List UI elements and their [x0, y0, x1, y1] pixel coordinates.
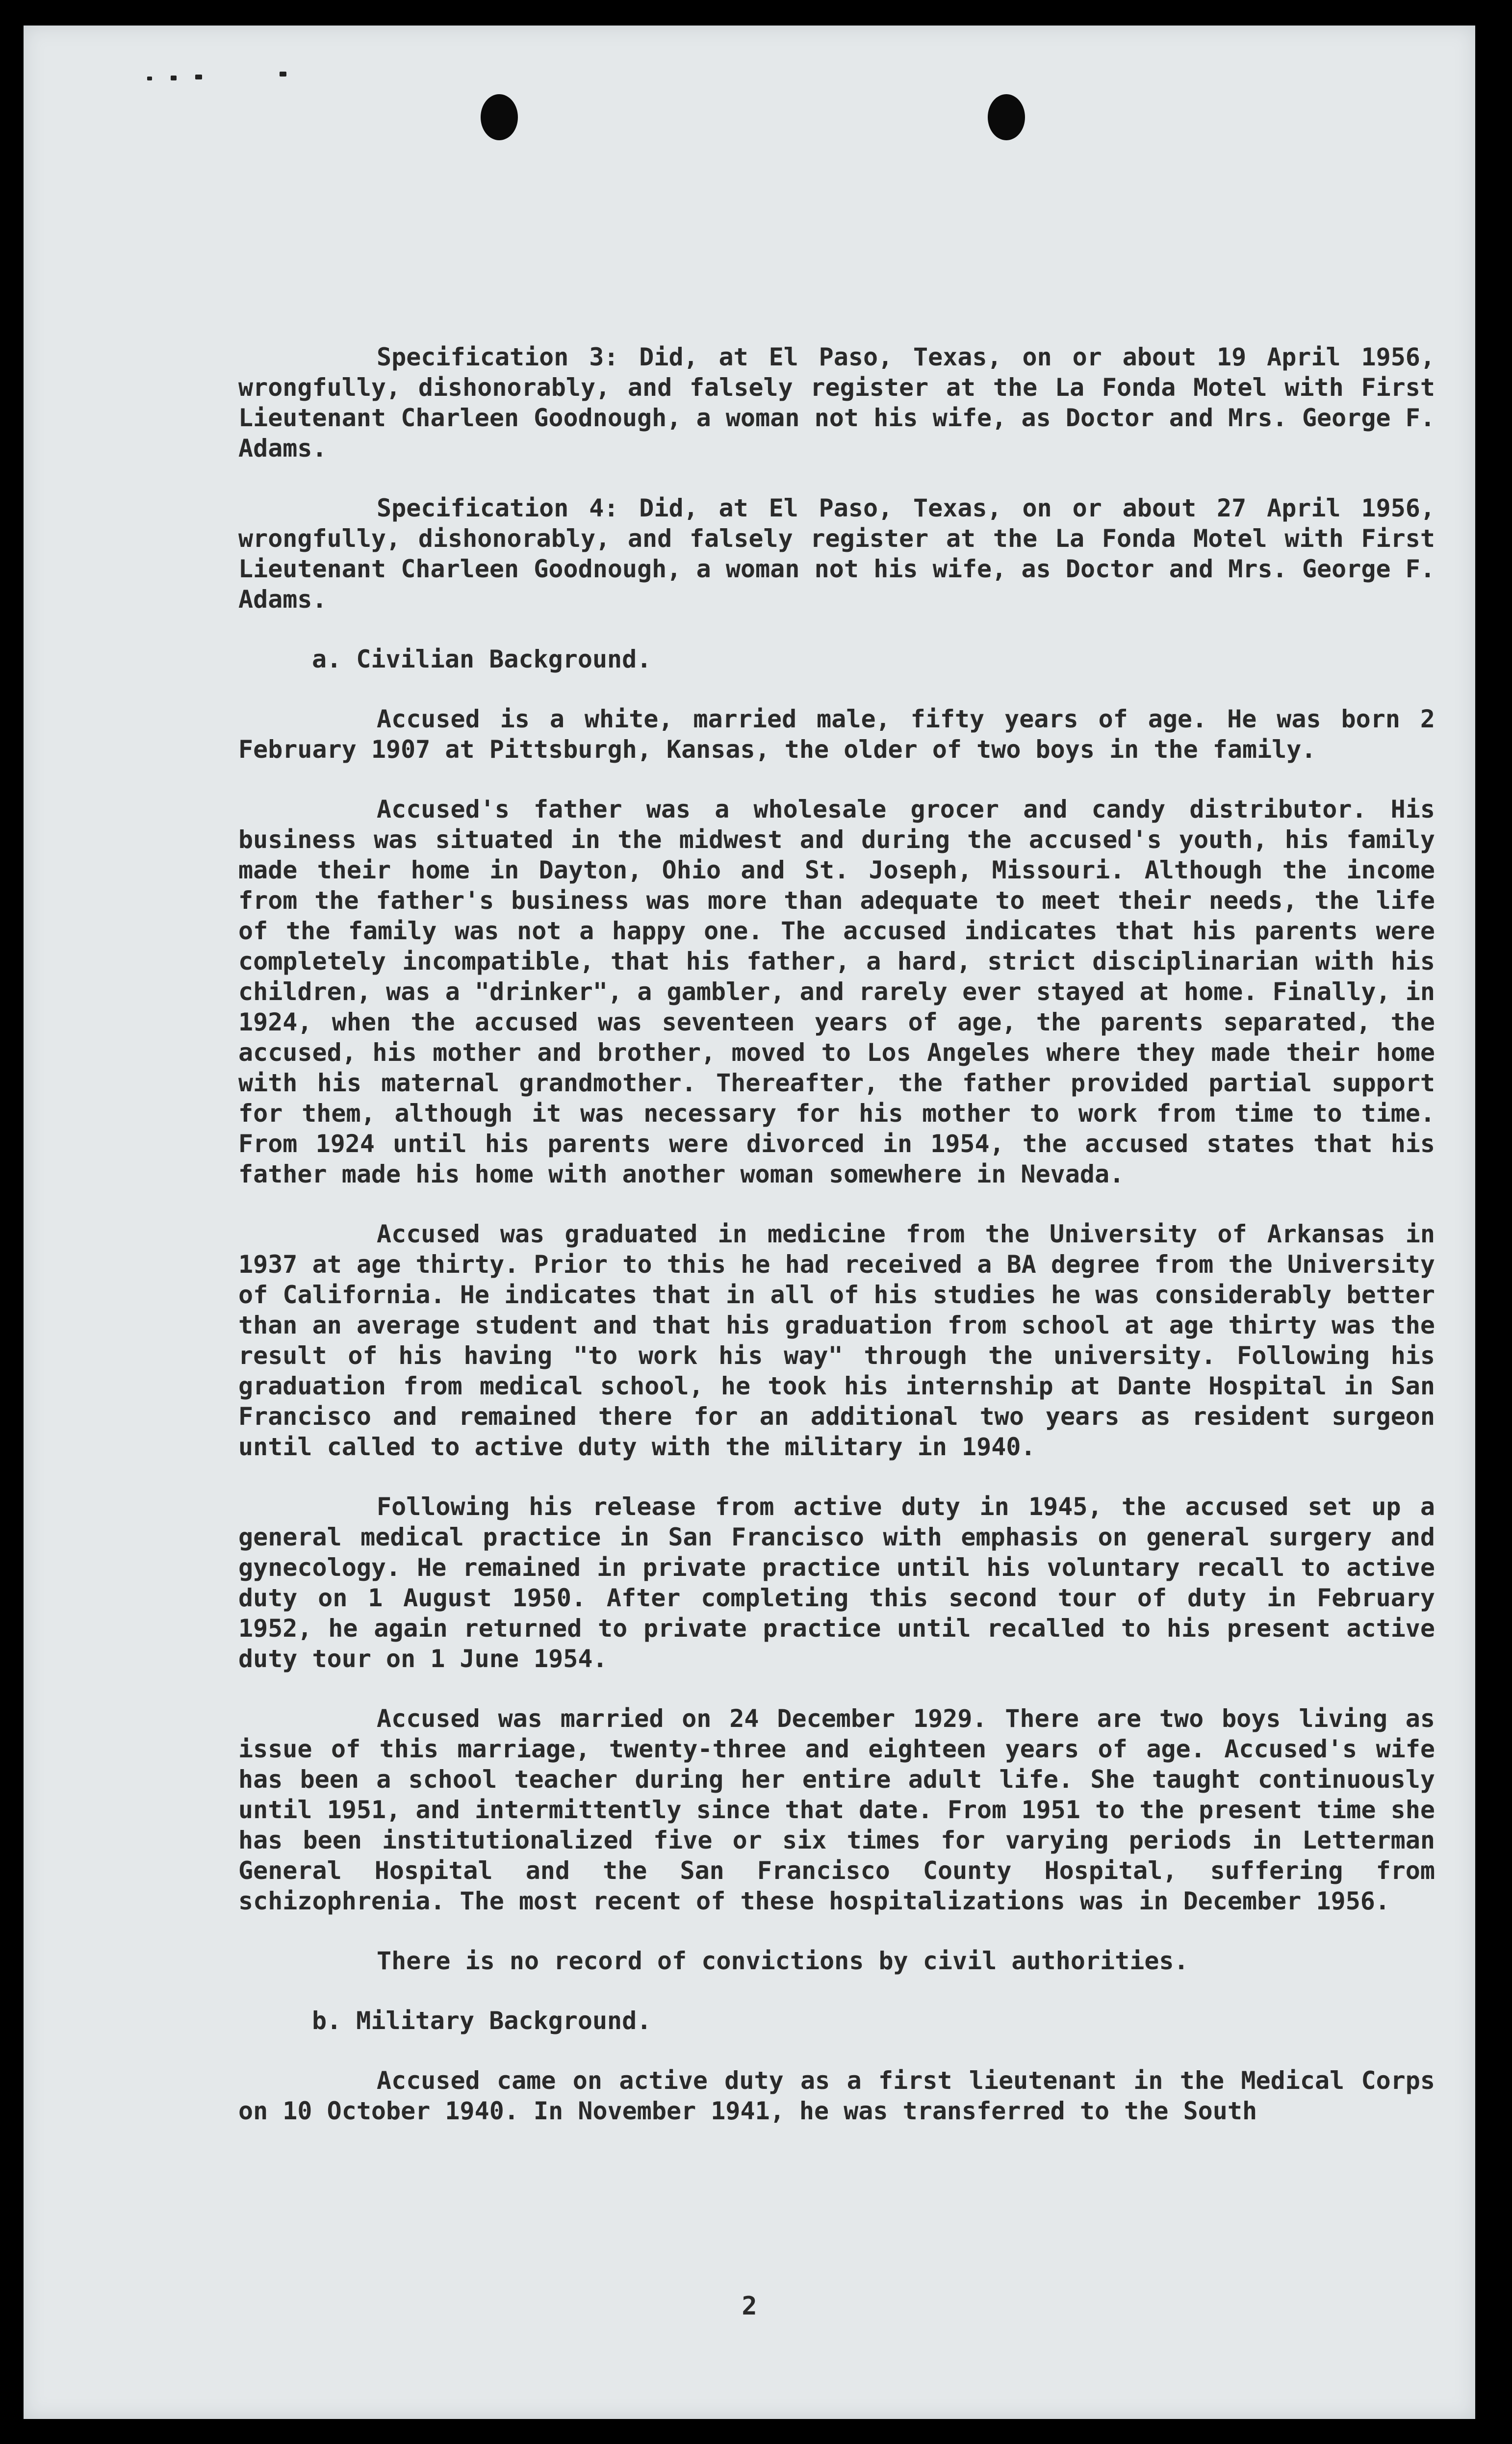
body-paragraph: Accused came on active duty as a first lieutenant in the Medical Corps on 10 October 1940. In November 1941, he was transferred to the South — [238, 2066, 1435, 2125]
speck-mark — [171, 76, 177, 80]
punch-hole-left — [481, 94, 518, 140]
body-paragraph: Accused is a white, married male, fifty years of age. He was born 2 February 1907 at Pittsburgh, Kansas, the older of two boys in the family. — [238, 705, 1435, 764]
document-page — [24, 26, 1475, 2419]
specification-4-paragraph: Specification 4: Did, at El Paso, Texas, on or about 27 April 1956, wrongfully, dishonorably, and falsely register at the La Fonda Motel with First Lieutenant Charleen Goodnough, a woman not his wife, as Doctor and Mrs. George F. Adams. — [238, 494, 1435, 614]
page-number: 2 — [742, 2291, 757, 2321]
punch-hole-right — [988, 94, 1025, 140]
military-background-heading: b. Military Background. — [312, 2007, 652, 2035]
speck-mark — [147, 77, 152, 80]
body-paragraph: There is no record of convictions by civil authorities. — [377, 1947, 1189, 1975]
body-paragraph: Accused was graduated in medicine from the University of Arkansas in 1937 at age thirty. Prior to this he had received a BA degree from the University of California. He indicates that in all of his studies he was considerably better than an average student and that his graduation from school at age thirty was the result of his having "to work his way" through the university. Following his graduation from medical school, he took his internship at Dante Hospital in San Francisco and remained there for an additional two years as resident surgeon until called to active duty with the military in 1940. — [238, 1220, 1435, 1461]
speck-mark — [280, 72, 286, 77]
document-body — [238, 342, 1435, 2156]
body-paragraph: Following his release from active duty in 1945, the accused set up a general medical practice in San Francisco with emphasis on general surgery and gynecology. He remained in private practice until his voluntary recall to active duty on 1 August 1950. After completing this second tour of duty in February 1952, he again returned to private practice until recalled to his present active duty tour on 1 June 1954. — [238, 1492, 1435, 1673]
body-paragraph: Accused was married on 24 December 1929. There are two boys living as issue of this marriage, twenty-three and eighteen years of age. Accused's wife has been a school teacher during her entire adult life. She taught continuously until 1951, and intermittently since that date. From 1951 to the present time she has been institutionalized five or six times for varying periods in Letterman General Hospital and the San Francisco County Hospital, suffering from schizophrenia. The most recent of these hospitalizations was in December 1956. — [238, 1704, 1435, 1915]
body-paragraph: Accused's father was a wholesale grocer and candy distributor. His business was situated in the midwest and during the accused's youth, his family made their home in Dayton, Ohio and St. Joseph, Missouri. Although the income from the father's business was more than adequate to meet their needs, the life of the family was not a happy one. The accused indicates that his parents were completely incompatible, that his father, a hard, strict disciplinarian with his children, was a "drinker", a gambler, and rarely ever stayed at home. Finally, in 1924, when the accused was seventeen years of age, the parents separated, the accused, his mother and brother, moved to Los Angeles where they made their home with his maternal grandmother. Thereafter, the father provided partial support for them, although it was necessary for his mother to work from time to time. From 1924 until his parents were divorced in 1954, the accused states that his father made his home with another woman somewhere in Nevada. — [238, 795, 1435, 1188]
speck-mark — [195, 75, 202, 79]
specification-3-paragraph: Specification 3: Did, at El Paso, Texas, on or about 19 April 1956, wrongfully, dishonorably, and falsely register at the La Fonda Motel with First Lieutenant Charleen Goodnough, a woman not his wife, as Doctor and Mrs. George F. Adams. — [238, 343, 1435, 463]
civilian-background-heading: a. Civilian Background. — [312, 645, 652, 673]
